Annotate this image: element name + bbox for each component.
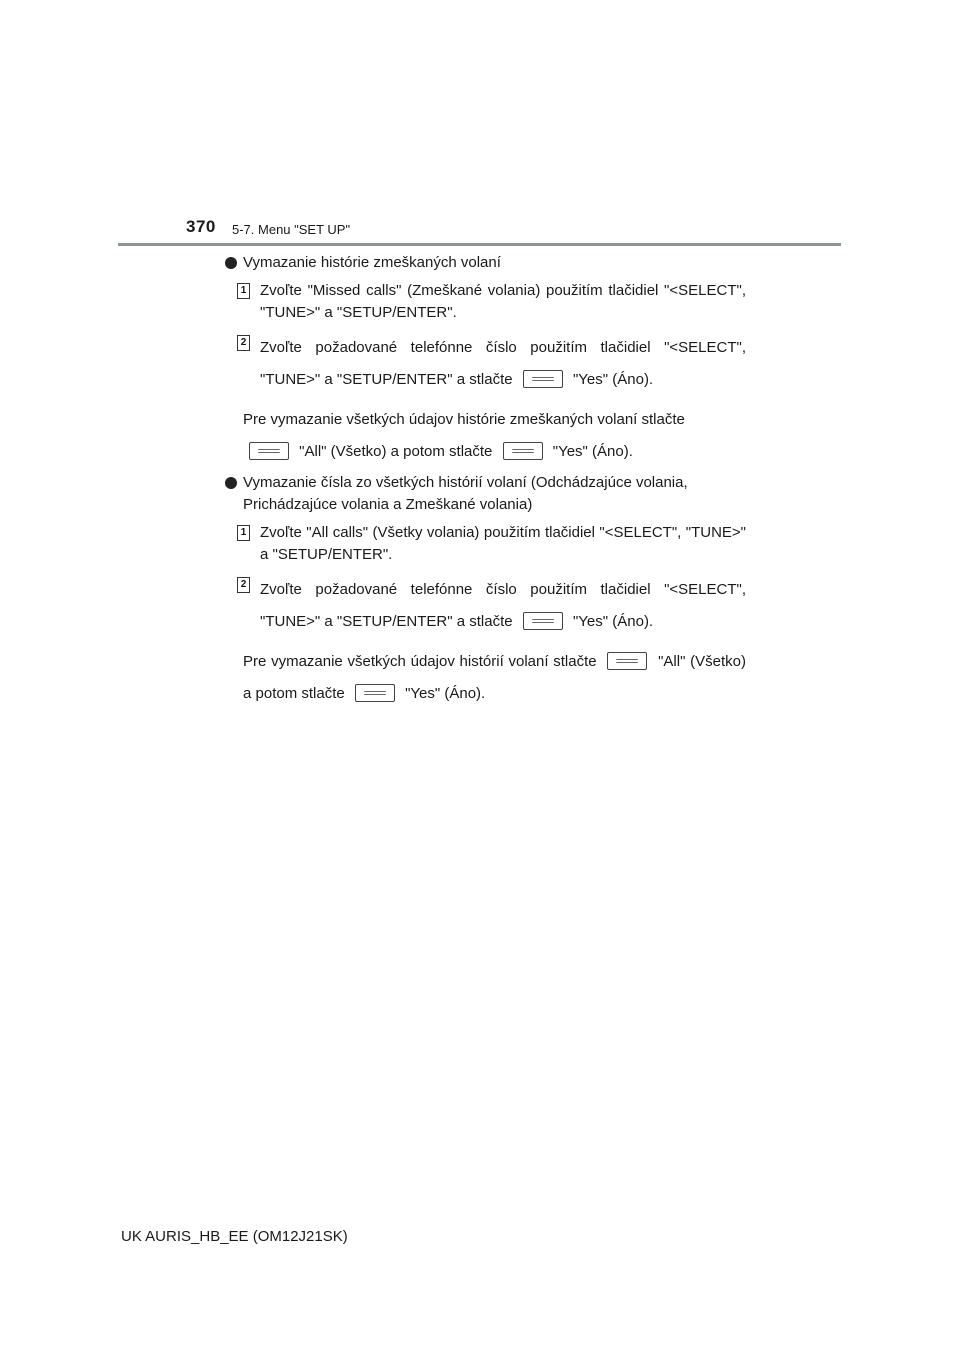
note-delete-all-missed (224, 404, 746, 468)
bullet-icon (225, 257, 237, 269)
note-text-part2: "All" (Všetko) a potom stlačte (243, 653, 747, 702)
page-number: 370 (186, 217, 216, 236)
bullet-heading-missed-calls (224, 252, 746, 274)
steering-switch-button-icon (355, 684, 395, 702)
step-number-badge: 2 (237, 577, 250, 593)
step-number-badge: 2 (237, 335, 250, 351)
step-2-all (224, 574, 746, 638)
header-rule (118, 243, 841, 246)
note-delete-all-calls (224, 646, 746, 710)
step-2-missed (224, 332, 746, 396)
steering-switch-button-icon (523, 612, 563, 630)
step-number-badge: 1 (237, 283, 250, 299)
step-1-missed (224, 280, 746, 324)
bullet-text: Vymazanie čísla zo všetkých histórií volaní (Odchádzajúce volania, Prichádzajúce volania a Zmeškané volania) (243, 474, 688, 513)
note-text-part3: "Yes" (Áno). (405, 685, 486, 702)
steering-switch-button-icon (503, 442, 543, 460)
bullet-text: Vymazanie histórie zmeškaných volaní (243, 254, 501, 271)
note-text-part3: "Yes" (Áno). (552, 443, 633, 460)
section-title: 5-7. Menu "SET UP" (232, 222, 351, 237)
step-text: Zvoľte "Missed calls" (Zmeškané volania) použitím tlačidiel "<SELECT", "TUNE>" a "SETUP/ENTER". (260, 282, 746, 321)
footer-model-code: UK AURIS_HB_EE (OM12J21SK) (121, 1228, 348, 1245)
steering-switch-button-icon (523, 370, 563, 388)
bullet-heading-all-calls (224, 472, 746, 516)
step-1-all (224, 522, 746, 566)
step-text-after: "Yes" (Áno). (572, 371, 654, 388)
step-text-after: "Yes" (Áno). (572, 613, 654, 630)
note-text-part1: Pre vymazanie všetkých údajov histórie zmeškaných volaní stlačte (243, 411, 685, 428)
page-content (224, 252, 746, 714)
step-text: Zvoľte "All calls" (Všetky volania) použitím tlačidiel "<SELECT", "TUNE>" a "SETUP/ENTER". (260, 524, 746, 563)
steering-switch-button-icon (607, 652, 647, 670)
note-text-part2: "All" (Všetko) a potom stlačte (299, 443, 493, 460)
step-text-before: Zvoľte požadované telefónne číslo použitím tlačidiel "<SELECT", "TUNE>" a "SETUP/ENTER" a stlačte (260, 339, 746, 388)
step-number-badge: 1 (237, 525, 250, 541)
step-text-before: Zvoľte požadované telefónne číslo použitím tlačidiel "<SELECT", "TUNE>" a "SETUP/ENTER" a stlačte (260, 581, 746, 630)
bullet-icon (225, 477, 237, 489)
steering-switch-button-icon (249, 442, 289, 460)
note-text-part1: Pre vymazanie všetkých údajov histórií volaní stlačte (243, 653, 597, 670)
